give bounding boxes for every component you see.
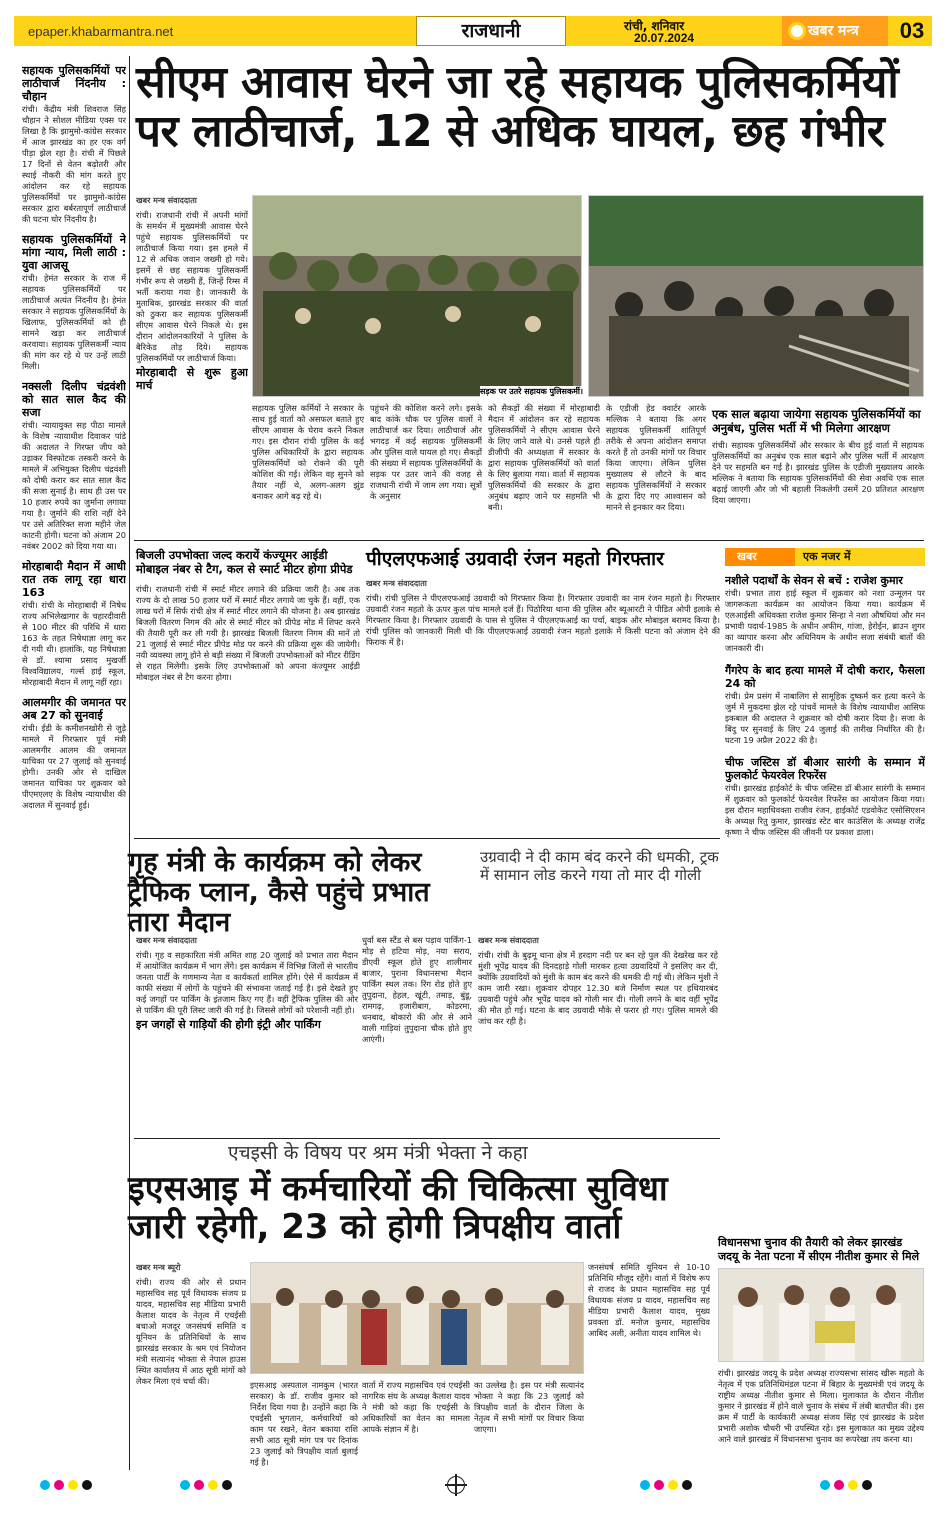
dateline-city: रांची, शनिवार xyxy=(624,19,685,33)
esic-byline: खबर मन्त्र ब्यूरो xyxy=(136,1263,181,1272)
traffic-text: रांची। गृह व सहकारिता मंत्री अमित शाह 20 जुलाई को प्रभात तारा मैदान में आयोजित कार्यक्रम में भाग लेंगे। इस कार्यक्रम में विभिन्न जिलों से भारतीय जनता पार्टी के गणमान्य नेता व कार्यकर्ता शामिल होंगे। ऐसे में कार्यक्रम में काफी संख्या में लोगों के पहुंचने की संभावना जताई गई है। इसे देखते हुए कई जगहों पर पार्किंग के इंतजाम किए गए हैं। वहीं ट्रैफिक पुलिस की ओर से पार्किंग की पूरी लिस्ट जारी की गई है। जिससे लोगों को परेशानी नहीं हो। xyxy=(136,950,358,1015)
smartmeter-text: रांची। राजधानी रांची में स्मार्ट मीटर लगाने की प्रक्रिया जारी है। अब तक राज्य के दो लाख 50 हजार घरों में स्मार्ट मीटर लगाये जा चुके हैं। वहीं, एक लाख घरों में सिर्फ रांची क्षेत्र में स्मार्ट मीटर लगाने की योजना है। अब झारखंड बिजली वितरण निगम की ओर से स्मार्ट मीटर को प्रीपेड मोड में शिफ्ट करने की तैयारी पूरी कर ली गयी है। झारखंड बिजली वितरण निगम की मानें तो 21 जुलाई से स्मार्ट मीटर प्रीपेड मोड पर करने की प्रक्रिया शुरू की जायेगी। नयी व्यवस्था लागू होने से बड़ी संख्या में बिजली उपभोक्ताओं को मीटर रीडिंग से राहत मिलेगी। इसके लिए उपभोक्ताओं को अपना कंज्यूमर आईडी मोबाइल नंबर से टैग करना होगा। xyxy=(136,584,360,682)
left-text-1: रांची। केंद्रीय मंत्री शिवराज सिंह चौहान ने सोशल मीडिया एक्स पर लिखा है कि झामुमो-कांग्रेस सरकार में आज झारखंड का हर एक वर्ग पीड़ा झेल रहा है। रांची में पिछले 17 दिनों से वेतन बढ़ोतरी और स्थाई नौकरी की मांग करते हुए आंदोलन कर रहे सहायक पुलिसकर्मियों पर झामुमो-कांग्रेस सरकार द्वारा बर्बरतापूर्ण लाठीचार्ज की घटना घोर निंदनीय है। xyxy=(22,104,126,224)
brief-headline-1: नशीले पदार्थों के सेवन से बचें : राजेश कुमार xyxy=(725,574,903,587)
left-headline-5: आलमगीर की जमानत पर अब 27 को सुनवाई xyxy=(22,696,126,722)
esic-story-col-2: इएसआइ अस्पताल नामकुम (भारत सरकार) के डॉ. राजीव कुमार को निर्देश दिया गया है। उन्होंने कहा कि एचईसी भुगतान, कर्मचारियों को काम पर रखने, वेतन बकाया राशि सभी आठ सूत्री मांग पत्र पर दिनांक 23 जुलाई को त्रिपक्षीय वार्ता बुलाई गई है। xyxy=(250,1380,358,1467)
brief-headline-2: गैंगरेप के बाद हत्या मामले में दोषी करार, फैसला 24 को xyxy=(725,664,925,690)
section-title: राजधानी xyxy=(416,16,566,46)
section-divider xyxy=(134,540,924,541)
photo-caption: सड़क पर उतरे सहायक पुलिसकर्मी। xyxy=(480,386,590,397)
truck-byline: खबर मन्त्र संवाददाता xyxy=(478,936,539,945)
main-byline: खबर मन्त्र संवाददाता xyxy=(136,196,197,205)
left-text-3: रांची। न्यायायुक्त सह पीठा मामले के विशेष न्यायाधीश दिवाकर पांडे की अदालत ने गिरफ्त जीप को उड़ाकर विस्फोटक तस्करी करने के मामले में अभियुक्त दिलीप चंद्रवंशी को दोषी करार कर सात साल कैद की सजा सुनाई है। साथ ही उस पर 10 हजार रुपये का जुर्माना लगाया गया है। जुर्माने की राशि नहीं देने पर उसे अतिरिक्त सजा महीने जेल काटनी होगी। घटना को अंजाम 20 नवंबर 2002 को दिया गया था। xyxy=(22,420,126,551)
protest-photo-2 xyxy=(588,195,924,397)
section-divider-3 xyxy=(134,1138,720,1139)
left-text-4: रांची। रांची के मोरहाबादी में निषेध राज्य अभिलेखागार के चहारदीवारी से 100 मीटर की परिधि में धारा 163 के तहत निषेधाज्ञा लागू कर दी गयी थी। हालांकि, यह निषेधाज्ञा से डॉ. श्यामा प्रसाद मुखर्जी विश्वविद्यालय, गर्ल्स हाई स्कूल, मोरहाबादी मैदान में लागू नहीं रहा। xyxy=(22,600,126,687)
ranjan-byline: खबर मन्त्र संवाददाता xyxy=(366,579,427,588)
jdu-text: रांची। झारखंड जदयू के प्रदेश अध्यक्ष राज्यसभा सांसद खीरू महतो के नेतृत्व में एक प्रतिनिधिमंडल पटना में बिहार के मुख्यमंत्री एवं जदयू के राष्ट्रीय अध्यक्ष नीतीश कुमार से मिला। मुलाकात के दौरान नीतीश कुमार ने झारखंड में होने वाले चुनाव के संबंध में लंबी बातचीत की। इस क्रम में पार्टी के कार्यकारी अध्यक्ष संजय सिंह एवं झारखंड के प्रदेश प्रभारी अशोक चौधरी भी उपस्थित रहे। इस मुलाकात का मुख्य उद्देश्य आने वाले झारखंड में विधानसभा चुनाव का रूपरेखा तय करना था। xyxy=(718,1368,924,1444)
jdu-photo xyxy=(718,1268,924,1362)
color-register-left-2 xyxy=(180,1480,232,1492)
left-headline-3: नक्सली दिलीप चंद्रवंशी को सात साल कैद की सजा xyxy=(22,380,126,419)
main-story-col-4: को सैकड़ों की संख्या में मोरहाबादी मैदान में आंदोलन कर रहे सहायक पुलिसकर्मियों ने सीएम आवास घेरने के लिए जाने वाले थे। उनसे पहले ही डीजीपी की अध्यक्षता में सरकार के द्वारा सहायक पुलिसकर्मियों को वार्ता के लिए बुलाया गया। वार्ता में सहायक पुलिसकर्मियों की सरकार के द्वारा अनुबंध बढ़ाए जाने पर सहमति भी बनी। xyxy=(488,403,600,512)
dateline-date: 20.07.2024 xyxy=(634,31,695,45)
esic-story-col-1 xyxy=(136,1262,246,1470)
traffic-story xyxy=(136,935,358,1135)
registration-mark xyxy=(447,1476,465,1494)
news-brief-column xyxy=(725,572,925,1232)
sidebar-headline: एक साल बढ़ाया जायेगा सहायक पुलिसकर्मियों का अनुबंध, पुलिस भर्ती में भी मिलेगा आरक्षण xyxy=(712,407,921,435)
brand-name: खबर मन्त्र xyxy=(808,23,859,39)
left-headline-1: सहायक पुलिसकर्मियों पर लाठीचार्ज निंदनीय : चौहान xyxy=(22,64,126,103)
left-text-5: रांची। ईडी के कमीशनखोरी से जुड़े मामले में गिरफ्तार पूर्व मंत्री आलमगीर आलम की जमानत याचिका पर 27 जुलाई को सुनवाई होगी। उनकी ओर से दाखिल जमानत याचिका पर शुक्रवार को पीएमएलए के विशेष न्यायाधीश की अदालत में सुनवाई हुई। xyxy=(22,723,126,810)
color-register-right-2 xyxy=(820,1480,872,1492)
left-headline-2: सहायक पुलिसकर्मियों ने मांगा न्याय, मिली लाठी : युवा आजसू xyxy=(22,233,126,272)
main-story-col-1 xyxy=(136,195,248,533)
traffic-kicker: इन जगहों से गाड़ियों की होगी इंट्री और पार्किंग xyxy=(136,1018,321,1031)
jdu-headline: विधानसभा चुनाव की तैयारी को लेकर झारखंड जदयू के नेता पटना में सीएम नीतीश कुमार से मिले xyxy=(718,1236,920,1263)
meeting-photo xyxy=(250,1262,584,1374)
ranjan-headline: पीएलएफआई उग्रवादी रंजन महतो गिरफ्तार xyxy=(366,548,664,570)
epaper-url[interactable]: epaper.khabarmantra.net xyxy=(28,24,174,39)
page-number: 03 xyxy=(899,18,925,43)
smartmeter-headline: बिजली उपभोक्ता जल्द करायें कंज्यूमर आईडी मोबाइल नंबर से टैग, कल से स्मार्ट मीटर होगा प्रीपेड xyxy=(136,548,353,576)
sidebar-text: रांची। सहायक पुलिसकर्मियों और सरकार के बीच हुई वार्ता में सहायक पुलिसकर्मियों का अनुबंध एक साल बढ़ाने और पुलिस भर्ती में आरक्षण देने पर सहमति बन गई है। झारखंड पुलिस के एडीजी मुख्यालय आरके मल्लिक ने बताया कि सहायक पुलिसकर्मियों की सेवा अवधि एक साल बढ़ाई जाएगी और जो भी बहाली निकलेगी उसमें 20 प्रतिशत आरक्षण दिया जाएगा। xyxy=(712,440,924,505)
main-story-col-3: पहुंचने की कोशिश करने लगे। इसके बाद कांके चौक पर पुलिस वालों ने लाठीचार्ज कर दिया। लाठीचार्ज और भगदड़ में कई सहायक पुलिसकर्मी और पुलिस वाले घायल हो गए। सैकड़ों की संख्या में सहायक पुलिसकर्मियों के सड़क पर उतर जाने की वजह से राजधानी रांची में जाम लग गया। सूत्रों के अनुसार xyxy=(370,403,482,501)
esic-headline: इएसआइ में कर्मचारियों की चिकित्सा सुविधा जारी रहेगी, 23 को होगी त्रिपक्षीय वार्ता xyxy=(128,1169,668,1248)
truck-story xyxy=(478,935,718,1135)
brief-headline-3: चीफ जस्टिस डॉ बीआर सारंगी के सम्मान में फुलकोर्ट फेयरवेल रिफरेंस xyxy=(725,756,925,782)
main-text-1: रांची। राजधानी रांची में अपनी मांगों के समर्थन में मुख्यमंत्री आवास घेरने पहुंचे सहायक पुलिसकर्मियों पर लाठीचार्ज किया गया। इस हमले में 12 से अधिक जवान जख्मी हो गये। इसमें से छह सहायक पुलिसकर्मी गंभीर रूप से जख्मी हैं, जिन्हें रिम्स में भर्ती कराया गया है। जानकारी के मुताबिक, झारखंड सरकार की वार्ता को ठुकरा कर सहायक पुलिसकर्मी सीएम आवास घेरने निकले थे। इस दौरान आंदोलनकारियों ने पुलिस के बैरिकेड तोड़ दिये। सहायक पुलिसकर्मियों पर लाठीचार्ज किया। xyxy=(136,210,248,363)
main-story-col-5: के एडीजी हेड क्वार्टर आरके मल्लिक ने बताया कि अगर सहायक पुलिसकर्मी शांतिपूर्ण तरीके से अपना आंदोलन समाप्त करते हैं तो उनकी मांगों पर विचार किया जाएगा। लेकिन पुलिस मुख्यालय से लौटने के बाद सहायक पुलिसकर्मियों ने सरकार के द्वारा दिए गए आश्वासन को मानने से इनकार कर दिया। xyxy=(606,403,706,512)
ranjan-story xyxy=(366,578,720,834)
esic-subhead: एचइसी के विषय पर श्रम मंत्री भेक्ता ने कहा xyxy=(228,1142,528,1164)
truck-text: रांची। रांची के बुढ़मू थाना क्षेत्र में हरदाग नदी पर बन रहे पुल की देखरेख कर रहे मुंशी भूपेंद्र यादव की दिनदहाड़े गोली मारकर हत्या उग्रवादियों ने इसलिए कर दी, क्योंकि उग्रवादियों को मुंशी के काम बंद करने की धमकी दी गई थी। लेकिन मुंशी ने काम जारी रखा। शुक्रवार दोपहर 12.30 बजे निर्माण स्थल पर हथियारबंद उग्रवादी पहुंचे और भूपेंद्र यादव को गोली मार दी। गोली लगने के बाद वहीं भूपेंद्र की मौत हो गई। घटना के बाद उग्रवादी मौके से फरार हो गए। पुलिस मामले की जांच कर रही है। xyxy=(478,950,718,1026)
left-column xyxy=(22,62,126,1470)
section-divider-2 xyxy=(134,838,720,839)
brief-text-1: रांची। प्रभात तारा हाई स्कूल में शुक्रवार को नशा उन्मूलन पर जागरूकता कार्यक्रम का आयोजन किया गया। कार्यक्रम में एलआईसी अधिवक्ता राजेश कुमार सिन्हा ने नशा औषधियां और मन प्रभावी पदार्थ-1985 के अधीन अफीम, गांजा, हेरोईन, ब्राउन शुगर का व्यापार करना और अधिनियम के अधीन सजा संबंधी बातों की जानकारी दी। xyxy=(725,588,925,653)
esic-text-1: रांची। राज्य की ओर से प्रधान महासचिव सह पूर्व विधायक संजय प्र यादव, महासचिव सह मीडिया प्रभारी कैलाश यादव के नेतृत्व में एचईसी बचाओ मजदूर जनसंघर्ष समिति व यूनियन के प्रतिनिधियों के साथ झारखंड सरकार के श्रम एवं नियोजन मंत्री सत्यानंद भोक्ता से नेपाल हाउस स्थित कार्यालय में आठ सूत्री मांगों को लेकर मिला एवं चर्चा की। xyxy=(136,1277,246,1386)
left-headline-4: मोरहाबादी मैदान में आधी रात तक लागू रहा धारा 163 xyxy=(22,560,126,599)
protest-photo-1 xyxy=(252,195,582,397)
main-story-col-2: सहायक पुलिस कर्मियों ने सरकार के साथ हुई वार्ता को असफल बताते हुए सीएम आवास के घेराव करने निकल गए। इस दौरान रांची पुलिस के कई पुलिस अधिकारियों के द्वारा सहायक पुलिसकर्मियों को रोकने की पूरी कोशिश की गई। लेकिन वह सुनने को तैयार नहीं थे, अलग-अलग झुंड बनाकर आगे बढ़ रहे थे। xyxy=(252,403,364,501)
main-headline: सीएम आवास घेरने जा रहे सहायक पुलिसकर्मियों पर लाठीचार्ज, 12 से अधिक घायल, छह गंभीर xyxy=(136,57,899,158)
esic-story-col-4: का उल्लेख है। इस पर मंत्री सत्यानंद भोक्ता ने कहा कि 23 जुलाई को त्रिपक्षीय वार्ता के दौरान जिला के नेतृत्व में सभी मांगों पर विचार किया जाएगा। xyxy=(474,1380,584,1434)
khabar-tag-label: खबर xyxy=(725,548,795,566)
column-divider xyxy=(129,56,130,1470)
masthead xyxy=(14,16,932,46)
main-kicker-1: मोरहाबादी से शुरू हुआ मार्च xyxy=(136,366,248,392)
esic-story-col-3: वार्ता में राज्य महासचिव एवं एचईसी नागरिक संघ के अध्यक्ष कैलाश यादव ने मंत्री को कहा कि एचईसी के अधिकारियों का वेतन का मामला आपके संज्ञान में है। xyxy=(362,1380,470,1434)
color-register-right xyxy=(640,1480,692,1492)
brief-text-3: रांची। झारखंड हाईकोर्ट के चीफ जस्टिस डॉ बीआर सारंगी के सम्मान में शुक्रवार को फुलकोर्ट फेयरवेल रिफरेंस का आयोजन किया गया। इस दौरान महाधिवक्ता राजीव रंजन, हाईकोर्ट एडवोकेट एसोसिएशन के अध्यक्ष रितु कुमार, झारखंड स्टेट बार काउंसिल के अध्यक्ष राजेंद्र कृष्णा ने चीफ जस्टिस की जीवनी पर प्रकाश डाला। xyxy=(725,783,925,837)
ek-nazar-label: एक नजर में xyxy=(795,548,925,566)
color-register-left xyxy=(40,1480,92,1492)
brief-text-2: रांची। प्रेम प्रसंग में नाबालिग से सामूहिक दुष्कर्म कर हत्या करने के जुर्म में मुकदमा झेल रहे पांचवें मामले के विशेष न्यायाधीश आसिफ इकबाल की अदालत ने शुक्रवार को दोषी करार दिया है। सजा के बिंदु पर सुनवाई के लिए 24 जुलाई की तारीख निर्धारित की है। घटना 19 अप्रैल 2022 की है। xyxy=(725,691,925,745)
esic-story-col-5: जनसंघर्ष समिति यूनियन से 10-10 प्रतिनिधि मौजूद रहेंगे। वार्ता में विशेष रूप से राजद के प्रधान महासचिव सह पूर्व विधायक संजय प्र यादव, महासचिव सह मीडिया प्रभारी कैलाश यादव, मुख्य प्रवक्ता डॉ. मनोज कुमार, महासचिव आबिद अली, अनीता यादव शामिल थे। xyxy=(588,1262,710,1338)
traffic-story-col-2: धुर्वा बस स्टैंड से बस पड़ाव पार्किंग-1 मोड़ से हटिया मोड़, नया सराय, डीएवी स्कूल होते हुए शालीमार बाजार, पुराना विधानसभा मैदान पार्किंग स्थल तक। रिंग रोड होते हुए तुपुदाना, हेहल, खूंटी, तमाड़, बुंडू, रामगढ़, हजारीबाग, कोडरमा, धनबाद, बोकारो की ओर से आने वाली गाड़ियां तुपुदाना चौक होते हुए आएंगी। xyxy=(362,935,472,1044)
brand-icon xyxy=(788,22,806,40)
truck-headline: उग्रवादी ने दी काम बंद करने की धमकी, ट्रक में सामान लोड करने गया तो मार दी गोली xyxy=(480,848,719,884)
left-text-2: रांची। हेमंत सरकार के राज में सहायक पुलिसकर्मियों पर लाठीचार्ज अत्यंत निंदनीय है। हेमंत सरकार ने सहायक पुलिसकर्मियों के खिलाफ, पुलिसकर्मियों को ही सामने खड़ा कर लाठीचार्ज करवाया। सहायक पुलिसकर्मी न्याय की मांग कर रहे थे पर उन्हें लाठी मिली। xyxy=(22,273,126,371)
traffic-headline: गृह मंत्री के कार्यक्रम को लेकर ट्रैफिक प्लान, कैसे पहुंचे प्रभात तारा मैदान xyxy=(128,847,430,939)
khabar-tag xyxy=(725,548,925,566)
traffic-byline: खबर मन्त्र संवाददाता xyxy=(136,936,197,945)
ranjan-text: रांची। रांची पुलिस ने पीएलएफआई उग्रवादी को गिरफ्तार किया है। गिरफ्तार उग्रवादी का नाम रंजन महतो है। गिरफ्तार उग्रवादी रंजन महतो के ऊपर कुल पांच मामले दर्ज हैं। पिठोरिया थाना की पुलिस और ब्यूआरटी ने पीडित ओपी इलाके से गिरफ्तार किया है। गिरफ्तार उग्रवादी के पास से पुलिस ने पीएलएफआई का पर्चा, बाइक और मोबाइल बरामद किया है। रांची पुलिस को जानकारी मिली थी कि पीएलएफआई उग्रवादी रंजन महतो इलाके में किसी घटना को अंजाम देने की फिराक में है। xyxy=(366,593,720,647)
brand-logo xyxy=(782,16,888,46)
